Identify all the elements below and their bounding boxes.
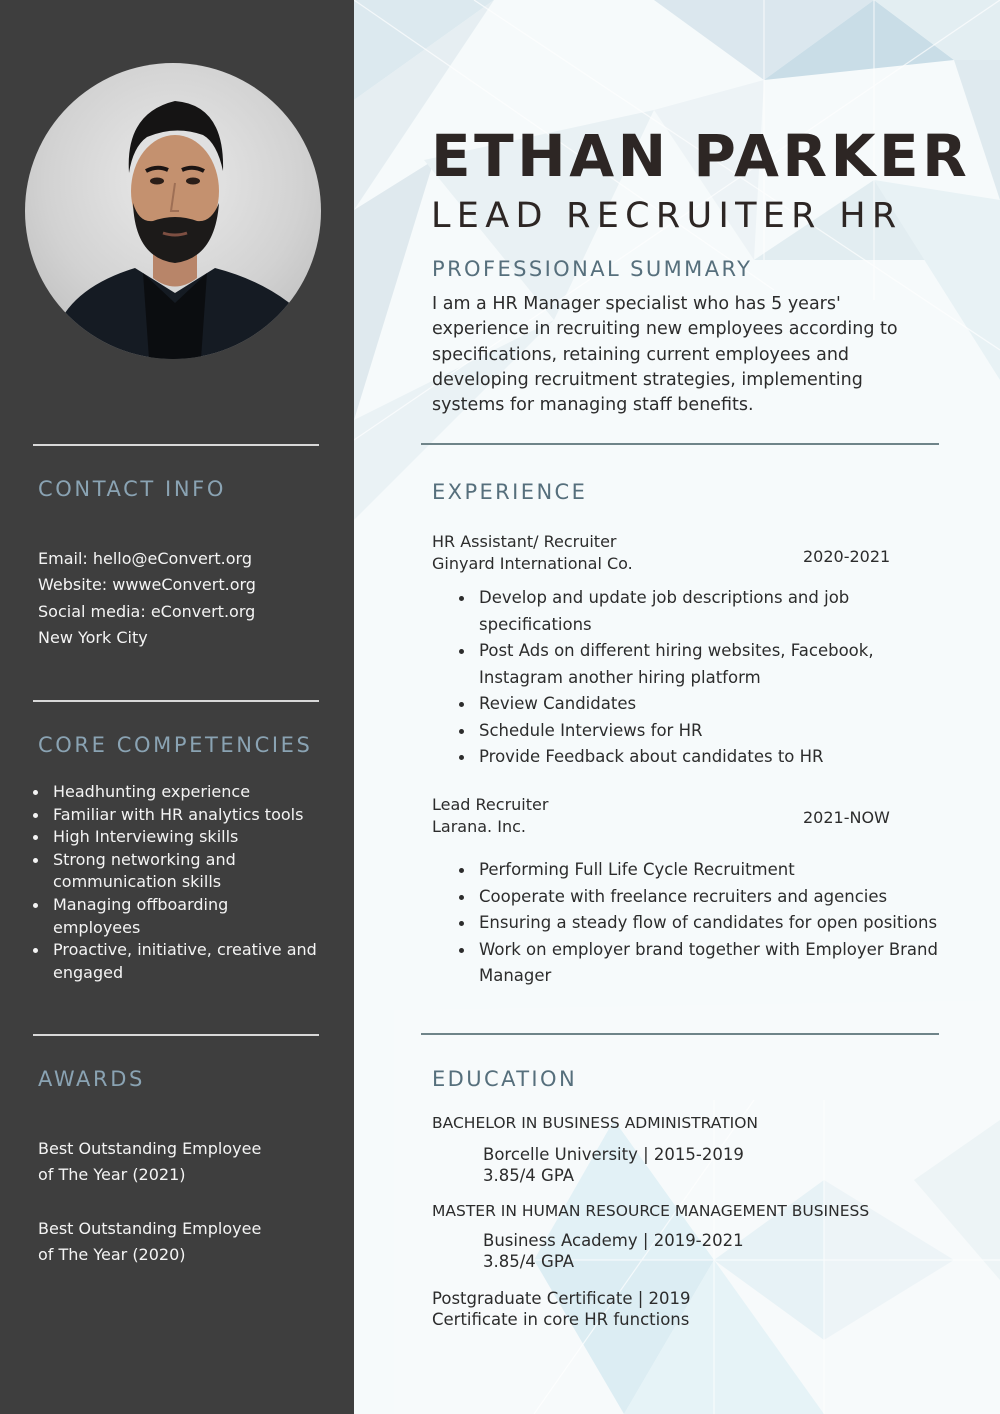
degree-details <box>483 1230 744 1272</box>
degree-title: BACHELOR IN BUSINESS ADMINISTRATION <box>432 1114 759 1132</box>
degree-school: Business Academy | 2019-2021 <box>483 1231 744 1250</box>
award-line: of The Year (2020) <box>38 1245 186 1264</box>
contact-location: New York City <box>38 627 148 647</box>
competencies-list <box>30 781 340 984</box>
person-portrait-icon <box>25 63 321 359</box>
summary-line: systems for managing staff benefits. <box>432 395 754 416</box>
list-item: Review Candidates <box>454 691 954 718</box>
award-line: Best Outstanding Employee <box>38 1139 262 1158</box>
degree-gpa: 3.85/4 GPA <box>483 1252 575 1271</box>
job-duties <box>454 585 954 771</box>
divider <box>421 1033 939 1035</box>
award-line: of The Year (2021) <box>38 1165 186 1184</box>
contact-website[interactable]: Website: wwweConvert.org <box>38 575 256 595</box>
job-company: Larana. Inc. <box>432 817 526 836</box>
contact-info <box>38 546 256 651</box>
profile-photo <box>25 63 321 359</box>
job-company: Ginyard International Co. <box>432 554 633 573</box>
list-item: Cooperate with freelance recruiters and agencies <box>454 884 954 911</box>
list-item: High Interviewing skills <box>30 826 330 849</box>
list-item: Performing Full Life Cycle Recruitment <box>454 857 954 884</box>
degree-gpa: 3.85/4 GPA <box>483 1166 575 1185</box>
main-content <box>354 0 1000 1414</box>
contact-heading: CONTACT INFO <box>38 477 226 501</box>
divider <box>421 443 939 445</box>
job-header <box>432 794 548 838</box>
list-item: Post Ads on different hiring websites, Facebook, Instagram another hiring platform <box>454 638 884 691</box>
award-item <box>38 1216 261 1268</box>
education-heading: EDUCATION <box>432 1067 578 1091</box>
summary-text <box>432 292 932 418</box>
award-item <box>38 1136 261 1188</box>
divider <box>33 700 319 702</box>
job-dates: 2020-2021 <box>803 547 891 566</box>
list-item: Schedule Interviews for HR <box>454 718 954 745</box>
job-title: HR Assistant/ Recruiter <box>432 532 617 551</box>
divider <box>33 1034 319 1036</box>
awards-heading: AWARDS <box>38 1067 145 1091</box>
certificate-title: Postgraduate Certificate | 2019 <box>432 1289 691 1308</box>
job-duties <box>454 857 984 990</box>
candidate-name: ETHAN PARKER <box>431 122 971 190</box>
contact-email[interactable]: Email: hello@eConvert.org <box>38 549 252 568</box>
job-header <box>432 531 633 575</box>
summary-line: developing recruitment strategies, implementing <box>432 369 863 390</box>
list-item: Ensuring a steady flow of candidates for open positions <box>454 910 984 937</box>
list-item: Work on employer brand together with Employer Brand Manager <box>454 937 954 990</box>
list-item: Familiar with HR analytics tools <box>30 804 330 827</box>
summary-heading: PROFESSIONAL SUMMARY <box>432 257 753 281</box>
list-item: Managing offboarding employees <box>30 894 270 939</box>
list-item: Develop and update job descriptions and job specifications <box>454 585 874 638</box>
contact-social[interactable]: Social media: eConvert.org <box>38 601 256 621</box>
award-line: Best Outstanding Employee <box>38 1219 262 1238</box>
list-item: Headhunting experience <box>30 781 330 804</box>
candidate-role: LEAD RECRUITER HR <box>431 196 903 236</box>
summary-line: experience in recruiting new employees according to <box>432 319 898 340</box>
experience-heading: EXPERIENCE <box>432 480 588 504</box>
degree-school: Borcelle University | 2015-2019 <box>483 1145 744 1164</box>
summary-line: specifications, retaining current employees and <box>432 344 850 365</box>
job-dates: 2021-NOW <box>803 808 890 827</box>
list-item: Provide Feedback about candidates to HR <box>454 744 954 771</box>
job-title: Lead Recruiter <box>432 795 549 814</box>
certificate <box>432 1288 691 1330</box>
degree-details <box>483 1144 744 1186</box>
list-item: Proactive, initiative, creative and engaged <box>30 939 340 984</box>
summary-line: I am a HR Manager specialist who has 5 years' <box>432 294 841 314</box>
list-item: Strong networking and communication skills <box>30 849 270 894</box>
degree-title: MASTER IN HUMAN RESOURCE MANAGEMENT BUSINESS <box>432 1202 870 1220</box>
divider <box>33 444 319 446</box>
competencies-heading: CORE COMPETENCIES <box>38 733 313 757</box>
sidebar <box>0 0 354 1414</box>
certificate-detail: Certificate in core HR functions <box>432 1310 690 1329</box>
